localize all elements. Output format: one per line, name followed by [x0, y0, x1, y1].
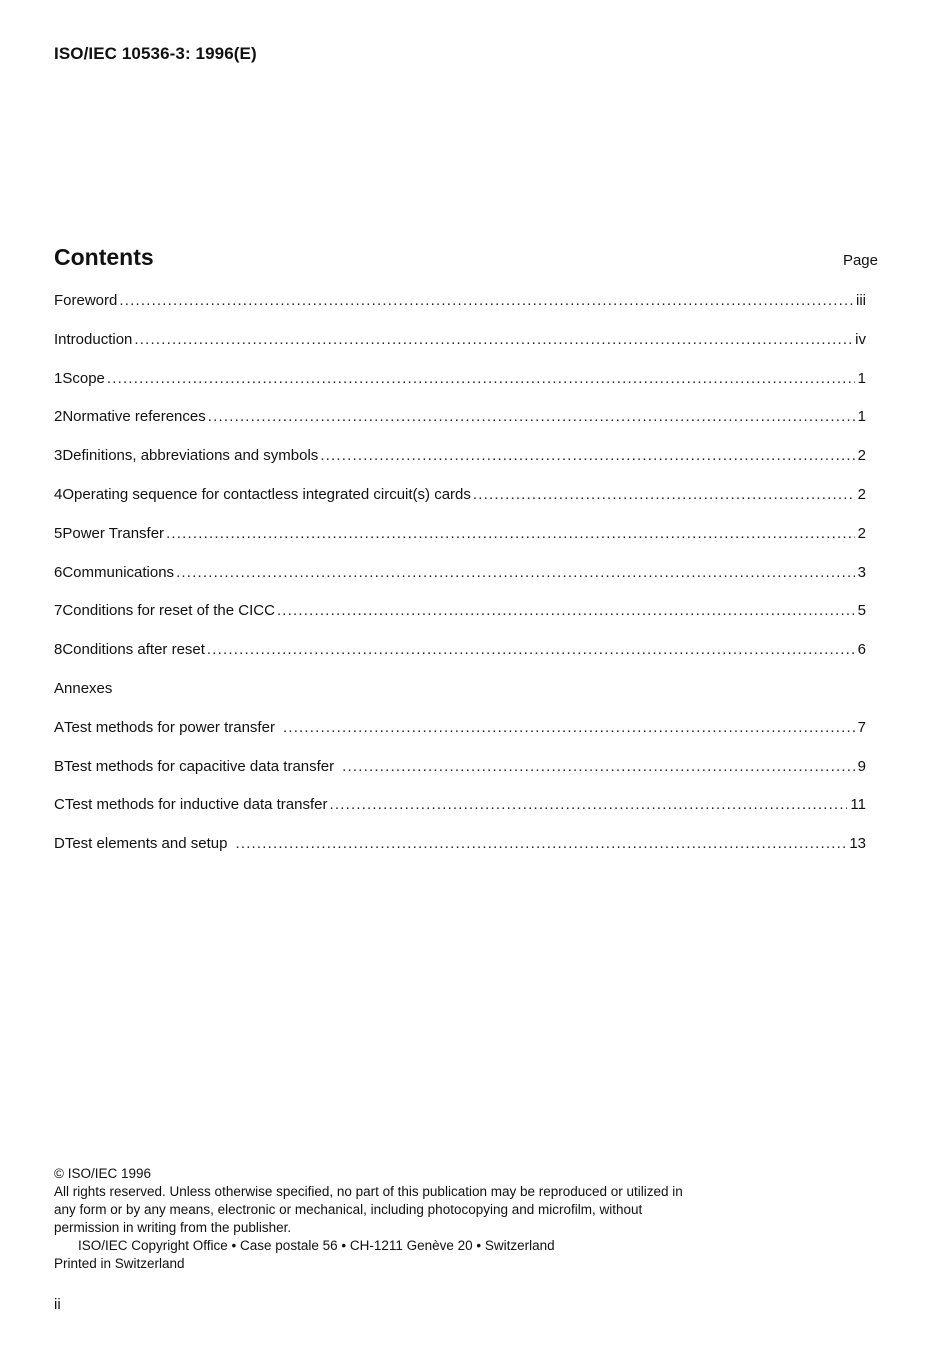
toc-entry-text[interactable]: Conditions for reset of the CICC [62, 602, 275, 620]
dot-leader [473, 484, 855, 506]
annexes-heading-text: Annexes [54, 679, 113, 697]
toc-entry-5[interactable] [54, 523, 866, 562]
toc-annex-page: 7 [857, 718, 866, 736]
dot-leader [283, 717, 855, 739]
toc-entry-number: 1 [54, 369, 63, 387]
toc-entry-page: 6 [857, 641, 866, 659]
toc-entry-7[interactable] [54, 600, 866, 639]
toc-entry-4[interactable] [54, 484, 866, 523]
toc-entry-page: 1 [857, 408, 866, 426]
toc-entry-text[interactable]: Definitions, abbreviations and symbols [62, 447, 319, 465]
toc-annex-c[interactable] [54, 794, 866, 833]
toc-annex-letter: B [54, 757, 65, 775]
toc-entry-page: iii [856, 292, 866, 309]
contents-heading [54, 244, 878, 278]
toc-entry-text[interactable]: Normative references [62, 408, 206, 426]
toc-entry-text[interactable]: Power Transfer [62, 524, 165, 542]
table-of-contents [54, 290, 866, 872]
copyright-line: © ISO/IEC 1996 [54, 1166, 151, 1181]
toc-annex-b[interactable] [54, 756, 866, 795]
toc-entry-introduction[interactable] [54, 329, 866, 368]
toc-entry-page: 5 [857, 602, 866, 620]
toc-entry-number: 7 [54, 602, 63, 620]
toc-annex-a[interactable] [54, 717, 866, 756]
toc-entry-text[interactable]: Communications [62, 563, 175, 581]
dot-leader [134, 329, 852, 351]
annexes-heading [54, 678, 866, 717]
toc-annex-text[interactable]: Test methods for inductive data transfer [64, 796, 328, 814]
contents-title: Contents [54, 244, 154, 270]
toc-entry-text[interactable]: Foreword [54, 292, 118, 309]
dot-leader [176, 562, 855, 584]
dot-leader [207, 639, 855, 661]
dot-leader [320, 445, 854, 467]
toc-annex-text[interactable]: Test methods for power transfer [64, 718, 275, 736]
page-column-label: Page [842, 252, 878, 269]
toc-entry-2[interactable] [54, 406, 866, 445]
toc-entry-page: 1 [857, 369, 866, 387]
toc-entry-text[interactable]: Introduction [54, 330, 133, 348]
dot-leader [329, 794, 847, 816]
toc-entry-text[interactable]: Conditions after reset [62, 641, 205, 659]
page-number: ii [54, 1296, 61, 1313]
toc-entry-number: 5 [54, 524, 63, 542]
dot-leader [342, 756, 855, 778]
toc-entry-text[interactable]: Scope [62, 369, 105, 387]
document-header: ISO/IEC 10536-3: 1996(E) [54, 44, 257, 63]
toc-entry-number: 6 [54, 563, 63, 581]
copyright-office-address: ISO/IEC Copyright Office • Case postale 56 • CH-1211 Genève 20 • Switzerland [78, 1238, 555, 1253]
toc-entry-1[interactable] [54, 368, 866, 407]
dot-leader [277, 600, 855, 622]
toc-entry-8[interactable] [54, 639, 866, 678]
toc-entry-number: 8 [54, 641, 63, 659]
toc-annex-page: 9 [857, 757, 866, 775]
dot-leader [166, 523, 855, 545]
toc-annex-page: 13 [849, 835, 866, 853]
toc-annex-letter: C [54, 796, 65, 814]
toc-entry-foreword[interactable] [54, 290, 866, 329]
toc-entry-3[interactable] [54, 445, 866, 484]
toc-annex-d[interactable] [54, 833, 866, 872]
dot-leader [235, 833, 846, 855]
toc-entry-page: 2 [857, 485, 866, 503]
toc-entry-page: 2 [857, 447, 866, 465]
toc-annex-text[interactable]: Test methods for capacitive data transfer [64, 757, 335, 775]
toc-annex-letter: D [54, 835, 65, 853]
toc-entry-page: 3 [857, 563, 866, 581]
toc-entry-page: iv [855, 330, 866, 348]
dot-leader [208, 406, 855, 428]
dot-leader [107, 368, 855, 390]
toc-entry-text[interactable]: Operating sequence for contactless integrated circuit(s) cards [62, 485, 471, 503]
rights-reserved-text: All rights reserved. Unless otherwise specified, no part of this publication may be reproduced or utilized in any form or by any means, electronic or mechanical, including photocopying and microfilm, without permission in writing from the publisher. [54, 1184, 683, 1235]
toc-entry-number: 2 [54, 408, 63, 426]
toc-entry-page: 2 [857, 524, 866, 542]
toc-entry-number: 3 [54, 447, 63, 465]
toc-entry-number: 4 [54, 485, 63, 503]
copyright-notice [54, 1165, 694, 1273]
printed-in-text: Printed in Switzerland [54, 1256, 185, 1271]
toc-entry-6[interactable] [54, 562, 866, 601]
toc-annex-letter: A [54, 718, 65, 736]
toc-annex-page: 11 [850, 796, 866, 814]
dot-leader [119, 290, 853, 312]
toc-annex-text[interactable]: Test elements and setup [64, 835, 228, 853]
